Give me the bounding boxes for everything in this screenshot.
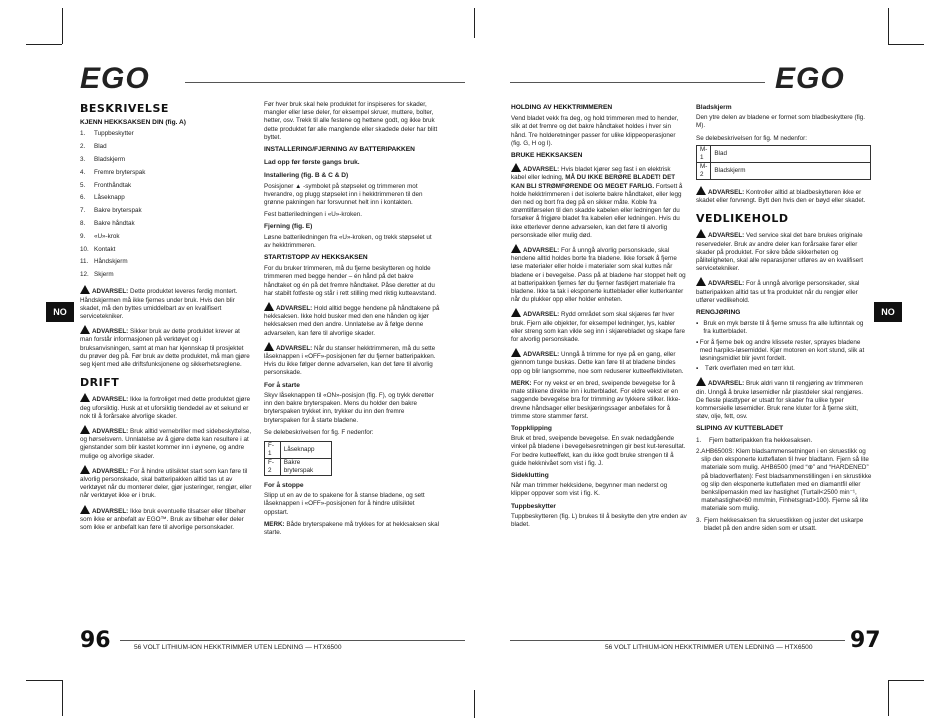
subsection-title: For å starte <box>264 381 300 389</box>
subsection-title: INSTALLERING/FJERNING AV BATTERIPAKKEN <box>264 146 415 154</box>
list-item: 3. Fjern hekkesaksen fra skruestikken og juster det uskarpe bladet på den andre siden som er utsatt. <box>696 516 864 532</box>
footer-text: 56 VOLT LITHIUM-ION HEKKTRIMMER UTEN LEDNING — HTX6500 <box>605 644 813 651</box>
subsection-title: RENGJØRING <box>696 309 741 317</box>
warning-paragraph: ADVARSEL: Bruk alltid vernebriller med sidebeskyttelse, og hørselsvern. Unnlatelse av å gjøre dette kan resultere i at gjenstander som blir kastet kommer inn i øynene, og andre mulige og alvorlige skader. <box>80 425 252 461</box>
warning-paragraph: ADVARSEL: Rydd området som skal skjæres før hver bruk. Fjern alle objekter, for eksempel ledninger, lys, kabler eller streng som kan vikle seg inn i skjærebladet og skape fare for alvorlig personskade. <box>511 308 687 344</box>
subsection-title: For å stoppe <box>264 481 304 489</box>
subsection-title: Installering (fig. B & C & D) <box>264 172 349 180</box>
header-rule <box>510 82 765 83</box>
warning-icon <box>511 244 521 253</box>
left-column-1 <box>80 103 252 536</box>
list-item: 8. Bakre håndtak <box>80 219 135 227</box>
footer-rule <box>120 640 465 641</box>
body-paragraph: Fest batteriledningen i «U»-kroken. <box>264 211 363 219</box>
list-item: 2. Blad <box>80 143 107 151</box>
warning-paragraph: ADVARSEL: For å unngå alvorlige personskader, skal batteripakken alltid tas ut fra produktet når du rengjør eller utfører vedlikehold. <box>696 277 872 305</box>
warning-paragraph: ADVARSEL: For å hindre utilsiktet start som kan føre til alvorlig personskade, skal batteripakken alltid tas ut av verktøyet når du monterer deler, gjør justeringer, rengjør, eller når verktøyet ikke er i bruk. <box>80 465 252 501</box>
crop-mark <box>474 8 475 38</box>
list-item: 4. Fremre bryterspak <box>80 168 146 176</box>
table-row: M-1 Blad <box>697 145 871 162</box>
section-title: VEDLIKEHOLD <box>696 212 789 226</box>
subsection-title: KJENN HEKKSAKSEN DIN (fig. A) <box>80 119 186 127</box>
list-item: 1. Tuppbeskytter <box>80 130 134 138</box>
crop-mark <box>888 44 924 45</box>
note-paragraph: MERK: Både bryterspakene må trykkes for at hekksaksen skal starte. <box>264 520 439 536</box>
body-paragraph: Slipp ut en av de to spakene for å stanse bladene, og sett låseknappen i «OFF»-posisjonen for å hindre utilsiktet oppstart. <box>264 492 425 516</box>
parts-table <box>696 145 871 180</box>
list-item: 12. Skjerm <box>80 271 114 279</box>
ego-logo: EGO <box>80 62 150 95</box>
list-item: 10. Kontakt <box>80 245 116 253</box>
subsection-title: Tuppbeskytter <box>511 502 556 510</box>
warning-icon <box>264 342 274 351</box>
warning-paragraph: ADVARSEL: Bruk aldri vann til rengjøring av trimmeren din. Unngå å bruke løsemidler når plastdeler skal rengjøres. De fleste plasttyper er utsatt for skader fra ulike typer kommersielle løsemidler. Bruk rene kluter for å fjerne skitt, støv, olje, fett, osv. <box>696 377 872 421</box>
warning-paragraph: ADVARSEL: For å unngå alvorlig personskade, skal hendene alltid holdes borte fra bladene. Ikke forsøk å fjerne løse materialer eller holde i materialer som skal kuttes når bladene er i bevegelse. Pass på at bladene har stoppet helt og at batteripakken fjernes før du fjerner fastkjørt materiale fra bladene. Ikke ta tak i eksponerte kutteblader eller kutterkanter når du plukker opp eller holder enheten. <box>511 244 687 304</box>
warning-icon <box>696 229 706 238</box>
warning-icon <box>511 348 521 357</box>
subsection-title: Bladskjerm <box>696 104 732 111</box>
left-column-2 <box>264 101 440 541</box>
warning-icon <box>80 325 90 334</box>
warning-icon <box>80 393 90 402</box>
body-paragraph: Se delebeskrivelsen for fig. F nedenfor: <box>264 428 374 436</box>
list-item: 2. AHB6500S: Klem bladsammensetningen i en skruestikk og slip den eksponerte kutteflaten til hver bladtann. Fjern så lite materiale som mulig. AHB6500 (med “⊕” and “HARDENED” på bladoverflaten): Fest bladsammenstillingen i en skrustikke og slip den eksponerte kutteflaten med en diamantfil eller benkslipemaskin med lav hastighet (Turtall<2500 min⁻¹, matehastighet<60 mm/min, Finhetsgrad>100). Fjerne så lite materiale som mulig. <box>696 447 872 513</box>
section-title: DRIFT <box>80 376 120 390</box>
warning-icon <box>80 505 90 514</box>
cleaning-list <box>696 320 872 373</box>
body-paragraph: Løsne batteriledningen fra «U»-kroken, og trekk støpselet ut av hekktrimmeren. <box>264 233 432 249</box>
ego-logo: EGO <box>775 62 845 95</box>
warning-paragraph: ADVARSEL: Unngå å trimme for nye på en gang, eller gjennom tunge buskas. Dette kan føre til at bladene bindes opp og blir langsomme, noe som reduserer kutteeffektiviteten. <box>511 348 687 376</box>
body-paragraph: Posisjoner ▲ -symbolet på støpselet og trimmeren mot hverandre, og plugg støpselet inn i hekktrimmeren til den grønne pakningen har forsvunnet helt inn i kontakten. <box>264 182 423 207</box>
list-item: 11. Håndskjerm <box>80 258 128 266</box>
body-paragraph: Tuppbeskytteren (fig. L) brukes til å beskytte den ytre enden av bladet. <box>511 512 687 528</box>
page-number: 97 <box>850 628 881 653</box>
warning-icon <box>511 308 521 317</box>
section-title: BESKRIVELSE <box>80 102 169 115</box>
subsection-title: BRUKE HEKKSAKSEN <box>511 152 583 160</box>
sharpening-steps <box>696 437 872 533</box>
list-item: ▪ For å fjerne bek og andre klissete rester, sprayes bladene med harpiks-løsemiddel. Kjør motoren en kort stund, slik at løsningsmidlet blir jevnt fordelt. <box>696 338 865 363</box>
header-rule <box>185 82 465 83</box>
warning-paragraph: ADVARSEL: Ikke bruk eventuelle tilsatser eller tilbehør som ikke er anbefalt av EGO™. Bruk av tilbehør eller deler som ikke er anbefalt kan føre til alvorlige personskader. <box>80 505 252 533</box>
warning-icon <box>696 186 706 195</box>
note-paragraph: MERK: For ny vekst er en bred, sveipende bevegelse for å mate stilkene direkte inn i kutterbladet. For eldre vekst er en saggende bevegelse bra for trimming av tykkere stilker. Ikke-drevne håndsager eller beskjæringssager anbefales for å trimme store stammer først. <box>511 379 681 420</box>
list-item: ▪ Bruk en myk børste til å fjerne smuss fra alle luftinntak og fra kutterbladet. <box>696 320 864 336</box>
warning-icon <box>80 425 90 434</box>
body-paragraph: Når man trimmer hekksidene, begynner man nederst og klipper oppover som vist i fig. K. <box>511 482 668 498</box>
crop-mark <box>26 44 62 45</box>
crop-mark <box>62 680 63 716</box>
table-row: F-2 Bakre bryterspak <box>265 458 332 475</box>
body-paragraph: Bruk et bred, sveipende bevegelse. En svak nedadgående vinkel på bladene i bevegelsesretningen gir best kut-teresultat. For bedre kutteeffekt, kan du ikke godt bruke strengen til å guide hekknivået som vist i fig. J. <box>511 435 686 467</box>
footer-rule <box>510 640 845 641</box>
warning-paragraph: ADVARSEL: Sikker bruk av dette produktet krever at man forstår informasjonen på verktøyet og i bruksanvisningen, samt at man har kjennskap til prosjektet du prøver deg på. Før bruk av dette produktet, må man gjøre seg kjent med alle driftsfunksjonene og sikkerhetsreglene. <box>80 325 252 369</box>
body-paragraph: Den ytre delen av bladene er formet som bladbeskyttere (fig. M). <box>696 114 866 130</box>
subsection-title: SLIPING AV KUTTEBLADET <box>696 425 784 433</box>
table-row: F-1 Låseknapp <box>265 441 332 458</box>
subsection-title: START/STOPP AV HEKKSAKSEN <box>264 254 368 262</box>
list-item: 5. Fronthåndtak <box>80 181 132 189</box>
warning-paragraph: ADVARSEL: Kontroller alltid at bladbeskytteren ikke er skadet eller forvrengt. Bytt den hvis den er bøyd eller skadet. <box>696 186 872 205</box>
intro-paragraph: Før hver bruk skal hele produktet for inspiseres for skader, mangler eller løse deler, for eksempel skruer, muttere, bolter, hetter, osv. Trekk til alle festene og hettene godt, og ikke bruk dette produktet før alle manglende eller skadede deler har blitt byttet. <box>264 101 438 141</box>
list-item: 1. Fjern batteripakken fra hekkesaksen. <box>696 436 813 444</box>
language-tab: NO <box>46 302 74 322</box>
list-item: 6. Låseknapp <box>80 194 125 202</box>
body-paragraph: Skyv låseknappen til «ON»-posisjon (fig. F), og trykk deretter inn den bakre bryterspaken. Mens du holder den bakre bryterspaken trykket inn, trykker du inn den fremre bryterspaken for å starte bladene. <box>264 391 434 424</box>
warning-icon <box>80 285 90 294</box>
crop-mark <box>474 690 475 718</box>
warning-paragraph: ADVARSEL: Hvis bladet kjører seg fast i en elektrisk kabel eller ledning, MÅ DU IKKE BERØRE BLADET! DET KAN BLI STRØMFØRENDE OG MEGET FARLIG. Fortsett å holde hekktrimmeren i det isolerte bakre håndtaket, eller legg den ned og bort fra deg på en sikker måte. Koble fra strømtilførselen til den skadde kabelen eller ledningen før du forsøker å frigjøre bladet fra kabelen eller ledningen. Hvis du ikke etterlever denne advarselen, kan det føre til alvorlig personskade eller mulig død. <box>511 163 687 240</box>
body-paragraph: Vend bladet vekk fra deg, og hold trimmeren med to hender, slik at det fremre og det bakre håndtaket holdes i hver sin hånd. Tre holderetninger passer for ulike klippeoperasjoner (fig. G, H og I). <box>511 115 679 147</box>
warning-icon <box>696 277 706 286</box>
list-item: 3. Bladskjerm <box>80 156 126 163</box>
list-item: 9. «U»-krok <box>80 232 120 240</box>
parts-list <box>80 130 252 279</box>
warning-paragraph: ADVARSEL: Dette produktet leveres ferdig montert. Håndskjermen må ikke fjernes under bruk. Hvis den blir skadet, må den byttes umiddelbart av en kvalifisert servicetekniker. <box>80 285 252 321</box>
warning-paragraph: ADVARSEL: Ved service skal det bare brukes originale reservedeler. Bruk av andre deler kan forårsake farer eller skader på produktet. For sikre både sikkerheten og påliteligheten, skal alle reparasjoner utføres av en kvalifisert servicetekniker. <box>696 229 872 273</box>
subsection-title: Lad opp før første gangs bruk. <box>264 159 360 167</box>
subsection-title: Fjerning (fig. E) <box>264 223 313 231</box>
warning-icon <box>511 163 521 172</box>
subsection-title: Sideklutting <box>511 471 549 479</box>
right-column-2 <box>696 101 872 536</box>
subsection-title: Toppklipping <box>511 424 552 432</box>
body-paragraph: For du bruker trimmeren, må du fjerne beskytteren og holde trimmeren med begge hender – én hånd på det bakre håndtaket og én på det fremre håndtaket. Påse deretter at du har stabilt fotfeste og står i rett stilling med riktig kutteavstand. <box>264 265 437 297</box>
crop-mark <box>888 680 889 716</box>
language-tab: NO <box>874 302 902 322</box>
list-item: ▪ Tørk overflaten med en tørr klut. <box>696 365 795 373</box>
list-item: 7. Bakre bryterspak <box>80 207 142 215</box>
warning-paragraph: ADVARSEL: Når du stanser hekktrimmeren, må du sette låseknappen i «OFF»-posisjonen før du fjerner batteripakken. Hvis du ikke følger denne advarselen, kan det føre til alvorlig personskade. <box>264 342 440 378</box>
body-paragraph: Se delebeskrivelsen for fig. M nedenfor: <box>696 134 807 142</box>
crop-mark <box>62 8 63 44</box>
parts-table <box>264 441 332 476</box>
warning-icon <box>264 302 274 311</box>
table-row: M-2 Bladskjerm <box>697 162 871 179</box>
right-column-1 <box>511 101 687 533</box>
page-number: 96 <box>80 628 111 653</box>
warning-icon <box>80 465 90 474</box>
crop-mark <box>888 680 924 681</box>
warning-paragraph: ADVARSEL: Hold alltid begge hendene på håndtakene på hekksaksen. Ikke hold busker med den ene hånden og kjør hekksaksen med den andre. Unnlatelse av å følge denne advarselen, kan føre til alvorlige skader. <box>264 302 440 338</box>
crop-mark <box>26 680 62 681</box>
footer-text: 56 VOLT LITHIUM-ION HEKKTRIMMER UTEN LEDNING — HTX6500 <box>134 644 342 651</box>
warning-paragraph: ADVARSEL: Ikke la fortroliget med dette produktet gjøre deg uforsiktig. Husk at et uforsiktig tiendedel av et sekund er nok til å forårsake alvorlige skader. <box>80 393 252 421</box>
subsection-title: HOLDING AV HEKKTRIMMEREN <box>511 104 613 111</box>
warning-icon <box>696 377 706 386</box>
crop-mark <box>888 8 889 44</box>
